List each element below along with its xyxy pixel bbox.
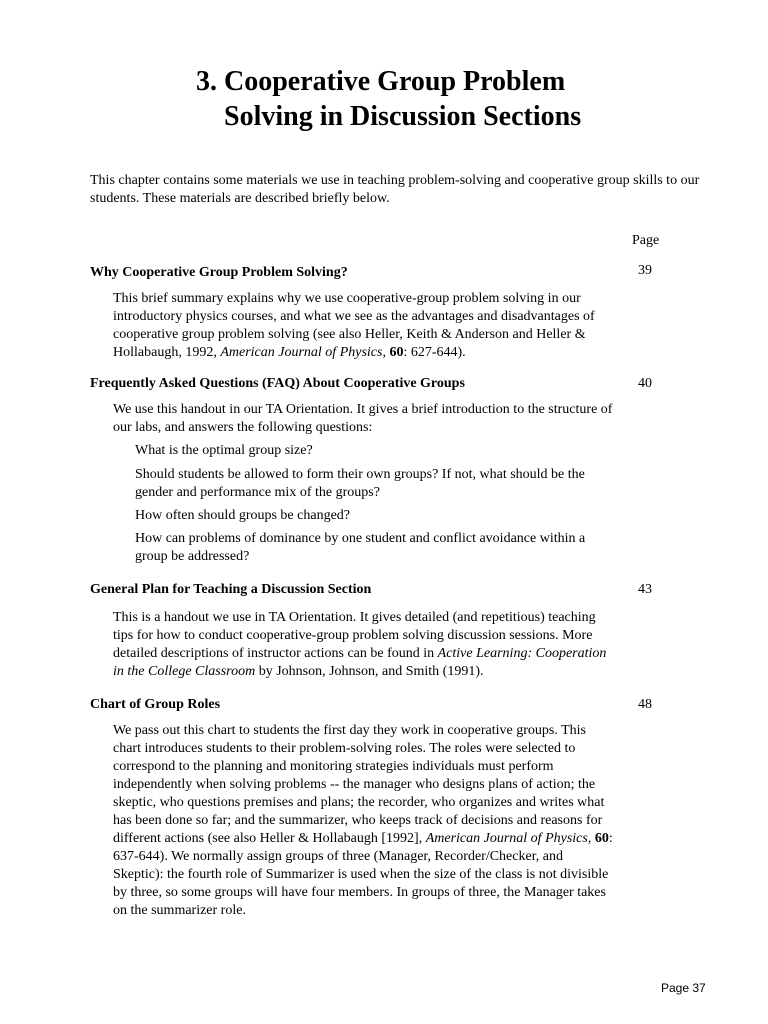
chapter-title-line-1: 3. Cooperative Group Problem bbox=[196, 66, 566, 97]
book-title: Active Learning: Cooperation in the College Classroom bbox=[113, 646, 607, 679]
entry-description: We pass out this chart to students the first day they work in cooperative groups. This chart introduces students to their problem-solving roles. The roles were selected to correspond to the planning and monitoring strategies individuals must perform independently when solving problems -- the manager who designs plans of action; the skeptic, who questions premises and plans; the recorder, who organizes and writes what has been done so far; and the summarizer, who keeps track of decisions and reasons for different actions (see also Heller & Hollabaugh [1992], American Journal of Physics, 60: 637-644). We normally assign groups of three (Manager, Recorder/Checker, and Skeptic): the fourth role of Summarizer is used when the size of the class is not divisible by three, so some groups will have four members. In groups of three, the Manager takes on the summarizer role. bbox=[113, 723, 613, 918]
faq-question: What is the optimal group size? bbox=[135, 443, 313, 458]
faq-question: How can problems of dominance by one student and conflict avoidance within a group be addressed? bbox=[135, 531, 586, 564]
page-column-label: Page bbox=[632, 233, 660, 248]
journal-title: American Journal of Physics bbox=[425, 831, 588, 846]
entry-description: This brief summary explains why we use cooperative-group problem solving in our introductory physics courses, and what we see as the advantages and disadvantages of cooperative group problem solving (see also Heller, Keith & Anderson and Heller & Hollabaugh, 1992, American Journal of Physics, 60: 627-644). bbox=[113, 291, 595, 360]
entry-heading-group-roles: Chart of Group Roles bbox=[90, 697, 221, 712]
chapter-title-line-2: Solving in Discussion Sections bbox=[224, 101, 582, 132]
entry-page-number: 48 bbox=[638, 697, 652, 712]
chapter-title bbox=[196, 64, 581, 134]
journal-title: American Journal of Physics bbox=[220, 345, 383, 360]
journal-volume: 60 bbox=[594, 831, 609, 846]
entry-page-number: 39 bbox=[638, 263, 652, 278]
entry-description: We use this handout in our TA Orientation. It gives a brief introduction to the structure of our labs, and answers the following questions: bbox=[113, 402, 613, 435]
faq-question: Should students be allowed to form their own groups? If not, what should be the gender and performance mix of the groups? bbox=[135, 467, 585, 500]
entry-page-number: 43 bbox=[638, 582, 652, 597]
entry-page-number: 40 bbox=[638, 376, 652, 391]
faq-question: How often should groups be changed? bbox=[135, 508, 351, 523]
entry-description: This is a handout we use in TA Orientation. It gives detailed (and repetitious) teaching tips for how to conduct cooperative-group problem solving discussion sessions. More detailed descriptions of instructor actions can be found in Active Learning: Cooperation in the College Classroom by Johnson, Johnson, and Smith (1991). bbox=[113, 610, 607, 679]
entry-heading-general-plan: General Plan for Teaching a Discussion Section bbox=[90, 582, 372, 597]
page-number-footer: Page 37 bbox=[661, 981, 706, 995]
entry-heading-faq: Frequently Asked Questions (FAQ) About Cooperative Groups bbox=[90, 376, 465, 391]
entry-heading-why-cooperative: Why Cooperative Group Problem Solving? bbox=[90, 265, 348, 280]
intro-paragraph: This chapter contains some materials we use in teaching problem-solving and cooperative group skills to our students. These materials are described briefly below. bbox=[90, 173, 700, 206]
journal-volume: 60 bbox=[389, 345, 404, 360]
